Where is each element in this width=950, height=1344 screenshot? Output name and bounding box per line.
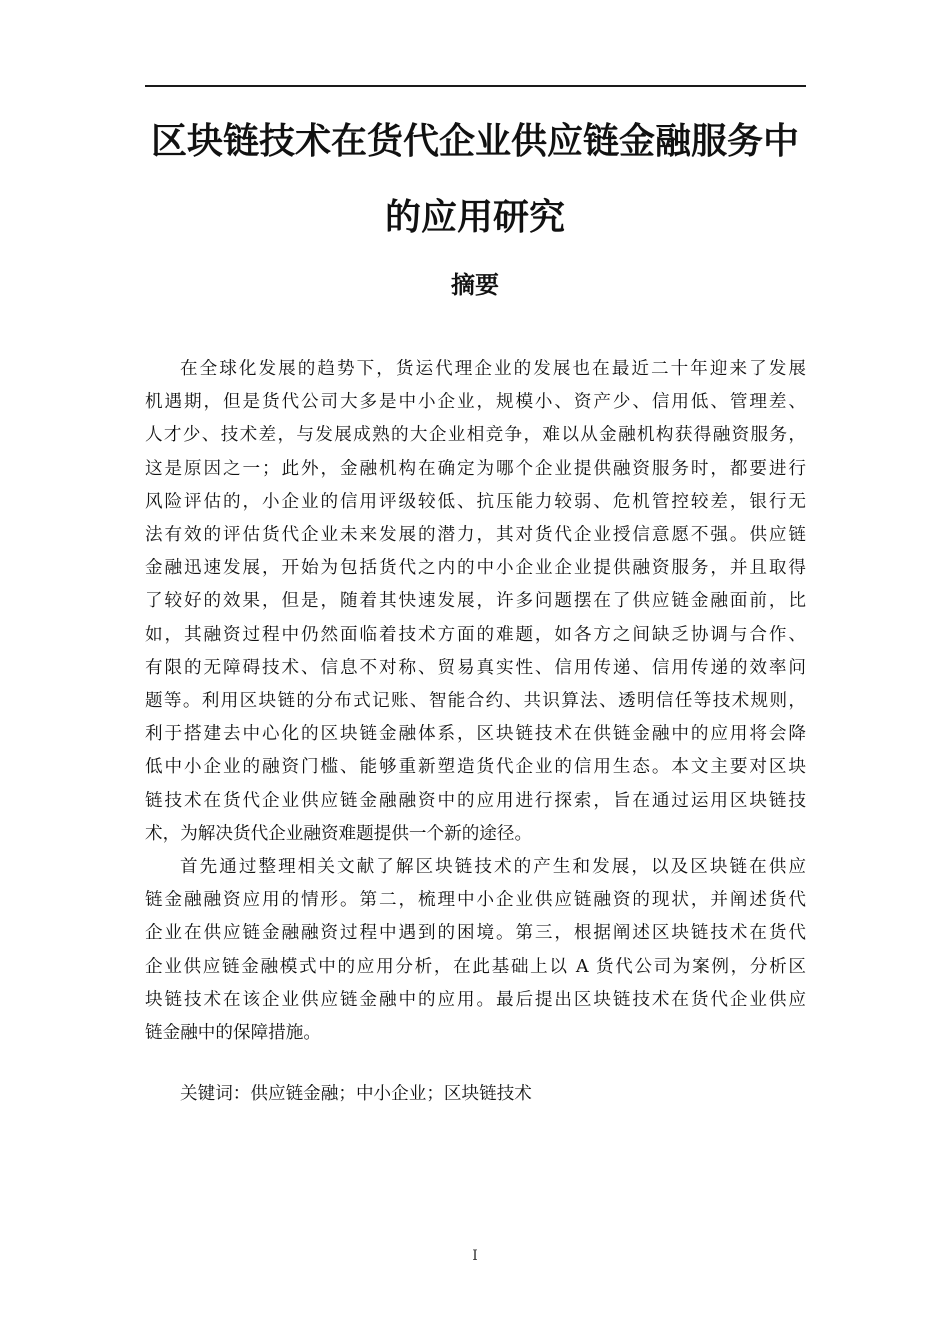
abstract-heading: 摘要 <box>451 271 499 299</box>
abstract-paragraph-2 <box>145 851 806 1050</box>
paragraph-line: 有限的无障碍技术、信息不对称、贸易真实性、信用传递、信用传递的效率问 <box>145 657 806 678</box>
paragraph-line: 题等。利用区块链的分布式记账、智能合约、共识算法、透明信任等技术规则， <box>145 691 806 712</box>
document-title-line-1: 区块链技术在货代企业供应链金融服务中 <box>150 121 799 162</box>
paragraph-line: 金融迅速发展，开始为包括货代之内的中小企业企业提供融资服务，并且取得 <box>145 558 806 579</box>
paragraph-line: 链金融融资应用的情形。第二，梳理中小企业供应链融资的现状，并阐述货代 <box>145 890 806 911</box>
keywords-line: 关键词：供应链金融；中小企业；区块链技术 <box>180 1084 532 1104</box>
header-rule <box>145 85 806 87</box>
paragraph-line: 企业在供应链金融融资过程中遇到的困境。第三，根据阐述区块链技术在货代 <box>145 923 806 944</box>
paragraph-line: 首先通过整理相关文献了解区块链技术的产生和发展，以及区块链在供应 <box>180 857 806 877</box>
paragraph-line: 链金融中的保障措施。 <box>145 1023 321 1044</box>
paragraph-line: 术，为解决货代企业融资难题提供一个新的途径。 <box>145 823 533 844</box>
paragraph-line: 低中小企业的融资门槛、能够重新塑造货代企业的信用生态。本文主要对区块 <box>145 757 806 778</box>
page-number: I <box>472 1248 478 1264</box>
paragraph-line: 人才少、技术差，与发展成熟的大企业相竞争，难以从金融机构获得融资服务， <box>145 425 806 446</box>
paragraph-line: 机遇期，但是货代公司大多是中小企业，规模小、资产少、信用低、管理差、 <box>145 392 806 413</box>
paragraph-line: 如，其融资过程中仍然面临着技术方面的难题，如各方之间缺乏协调与合作、 <box>145 624 806 645</box>
paragraph-line: 这是原因之一；此外，金融机构在确定为哪个企业提供融资服务时，都要进行 <box>145 458 806 479</box>
paragraph-line: 法有效的评估货代企业未来发展的潜力，其对货代企业授信意愿不强。供应链 <box>145 525 806 546</box>
paragraph-line: 利于搭建去中心化的区块链金融体系，区块链技术在供链金融中的应用将会降 <box>145 724 806 745</box>
document-title-line-2: 的应用研究 <box>384 197 565 238</box>
paragraph-line: 了较好的效果，但是，随着其快速发展，许多问题摆在了供应链金融面前，比 <box>145 591 806 612</box>
paragraph-line: 风险评估的，小企业的信用评级较低、抗压能力较弱、危机管控较差，银行无 <box>145 491 806 512</box>
paragraph-line: 块链技术在该企业供应链金融中的应用。最后提出区块链技术在货代企业供应 <box>145 989 806 1010</box>
abstract-paragraph-1 <box>145 353 806 851</box>
paragraph-line: 链技术在货代企业供应链金融融资中的应用进行探索，旨在通过运用区块链技 <box>145 790 806 811</box>
paragraph-line: 企业供应链金融模式中的应用分析，在此基础上以 A 货代公司为案例，分析区 <box>145 956 806 977</box>
paragraph-line: 在全球化发展的趋势下，货运代理企业的发展也在最近二十年迎来了发展 <box>180 359 806 379</box>
